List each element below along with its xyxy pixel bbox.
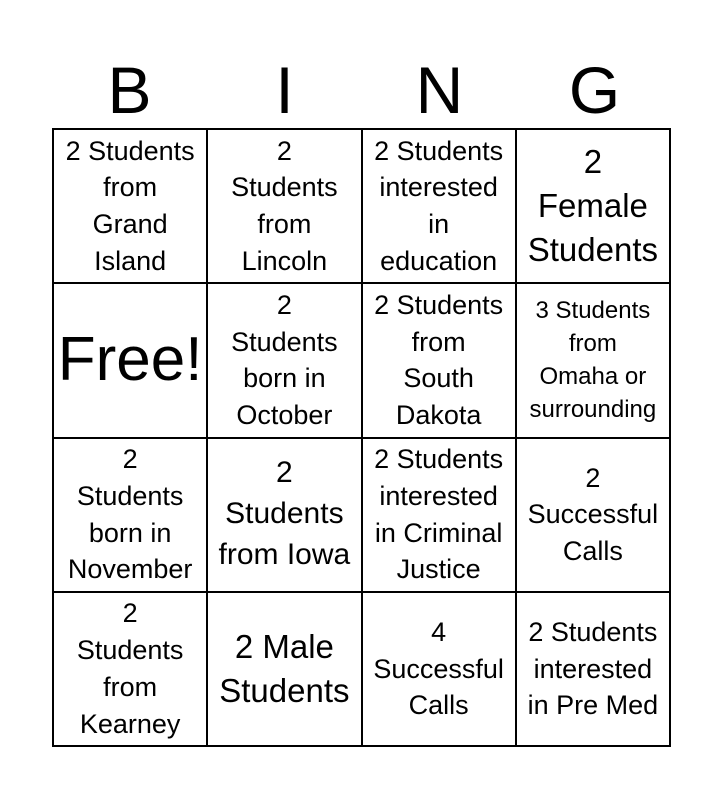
- bingo-cell[interactable]: [54, 593, 208, 747]
- bingo-cell[interactable]: [54, 439, 208, 593]
- bingo-cell-text: 2 Male Students: [219, 628, 350, 709]
- bingo-free-cell[interactable]: [54, 284, 208, 438]
- bingo-cell[interactable]: [208, 130, 362, 284]
- bingo-cell[interactable]: [517, 593, 671, 747]
- bingo-cell-text: 2 Students from Lincoln: [231, 135, 338, 276]
- bingo-cell-text: 2 Students from South Dakota: [374, 289, 504, 431]
- bingo-cell[interactable]: [517, 284, 671, 438]
- bingo-cell[interactable]: [517, 130, 671, 284]
- bingo-cell-text: 2 Students from Grand Island: [65, 135, 195, 276]
- bingo-cell-text: 2 Students from Iowa: [218, 456, 351, 572]
- bingo-cell[interactable]: [363, 439, 517, 593]
- bingo-cell-text: 2 Students born in October: [231, 289, 338, 431]
- bingo-cell[interactable]: [208, 439, 362, 593]
- header-letter-g: G: [568, 53, 621, 127]
- header-letter-n: N: [415, 53, 464, 127]
- bingo-cell-text: 2 Students interested in Criminal Justice: [374, 444, 504, 585]
- bingo-cell[interactable]: [363, 593, 517, 747]
- bingo-cell-text: 2 Female Students: [527, 143, 658, 269]
- bingo-cell-text: Free!: [57, 325, 203, 395]
- header-letter-b: B: [107, 53, 152, 127]
- bingo-header: [52, 52, 672, 128]
- bingo-cell[interactable]: [363, 284, 517, 438]
- bingo-cell[interactable]: [208, 284, 362, 438]
- bingo-cell[interactable]: [208, 593, 362, 747]
- bingo-cell-text: 2 Successful Calls: [527, 462, 659, 566]
- bingo-cell-text: 2 Students from Kearney: [76, 598, 184, 739]
- bingo-cell-text: 2 Students born in November: [67, 444, 193, 585]
- bingo-cell-text: 4 Successful Calls: [373, 616, 504, 721]
- bingo-cell-text: 2 Students interested in Pre Med: [527, 616, 659, 721]
- bingo-cell-text: 3 Students from Omaha or surrounding: [529, 297, 657, 424]
- bingo-cell[interactable]: [54, 130, 208, 284]
- header-letter-i: I: [275, 53, 294, 127]
- bingo-cell[interactable]: [517, 439, 671, 593]
- bingo-card-grid: [52, 128, 671, 747]
- bingo-cell[interactable]: [363, 130, 517, 284]
- bingo-cell-text: 2 Students interested in education: [374, 135, 504, 276]
